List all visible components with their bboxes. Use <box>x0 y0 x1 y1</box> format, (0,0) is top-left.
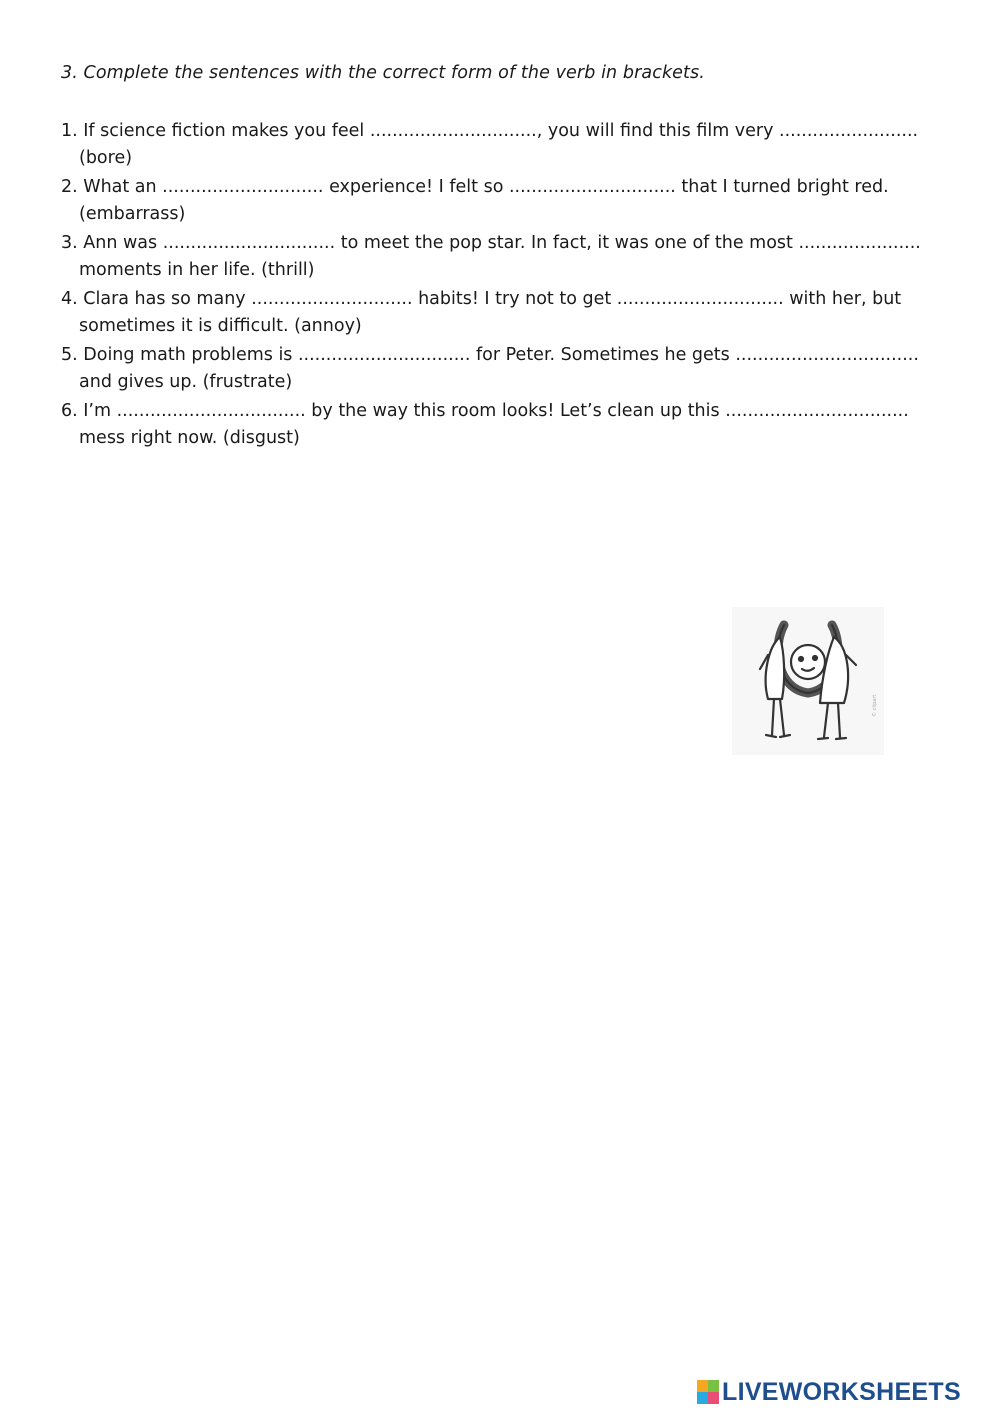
horseshoe-couple-icon <box>732 607 884 755</box>
brand-name: LIVEWORKSHEETS <box>722 1377 961 1406</box>
sentence-2 <box>61 174 961 228</box>
sentence-3-line-1: 3. Ann was ............................... to meet the pop star. In fact, it was one of the most ...................... <box>61 233 921 253</box>
liveworksheets-logo-icon <box>697 1380 719 1404</box>
sentence-5-line-1: 5. Doing math problems is ............................... for Peter. Sometimes he gets ................................. <box>61 345 919 365</box>
sentence-6-line-2: mess right now. (disgust) <box>79 428 300 448</box>
sentence-6 <box>61 398 961 452</box>
sentence-4-line-1: 4. Clara has so many ............................. habits! I try not to get .............................. with her, but <box>61 289 902 309</box>
sentence-5 <box>61 342 961 396</box>
horseshoe-couple-illustration <box>732 607 884 755</box>
sentence-5-line-2: and gives up. (frustrate) <box>79 372 293 392</box>
sentence-1 <box>61 118 961 172</box>
sentence-1-line-1: 1. If science fiction makes you feel .............................., you will find this film very ......................... <box>61 121 919 141</box>
svg-text:© clipart: © clipart <box>872 694 878 717</box>
sentence-4-line-2: sometimes it is difficult. (annoy) <box>79 316 362 336</box>
sentence-3-line-2: moments in her life. (thrill) <box>79 260 315 280</box>
sentence-3 <box>61 230 961 284</box>
liveworksheets-brand <box>697 1376 961 1408</box>
exercise-instruction: 3. Complete the sentences with the correct form of the verb in brackets. <box>61 63 705 83</box>
sentence-4 <box>61 286 961 340</box>
sentence-2-line-2: (embarrass) <box>79 204 186 224</box>
sentence-2-line-1: 2. What an ............................. experience! I felt so .............................. that I turned bright red. <box>61 177 889 197</box>
sentence-1-line-2: (bore) <box>79 148 133 168</box>
sentence-6-line-1: 6. I’m .................................. by the way this room looks! Let’s clean up this ................................. <box>61 401 909 421</box>
